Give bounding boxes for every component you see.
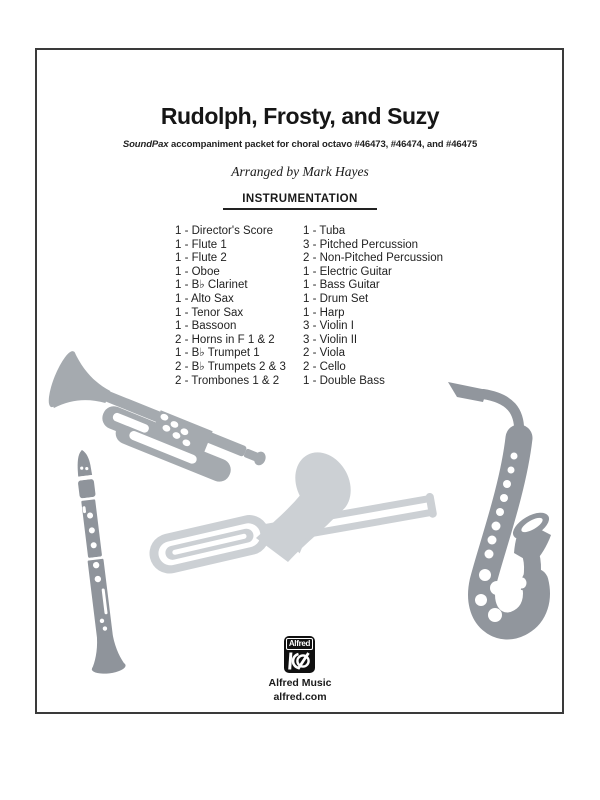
instrument-row: 1 - Bassoon <box>175 320 237 333</box>
instrument-row: 3 - Violin I <box>303 320 354 333</box>
publisher-website: alfred.com <box>273 691 327 703</box>
instrument-row: 1 - Electric Guitar <box>303 265 392 278</box>
trombone-illustration <box>140 438 450 593</box>
instrument-row: 1 - Tuba <box>303 225 346 237</box>
instrument-row: 1 - Flute 2 <box>175 252 227 265</box>
instrumentation-column-right <box>303 225 443 388</box>
instrumentation-list <box>175 225 443 388</box>
alfred-logo-wordmark: Alfred <box>286 638 313 650</box>
page-title: Rudolph, Frosty, and Suzy <box>160 103 440 129</box>
instrument-row: 1 - B♭ Trumpet 1 <box>175 347 260 360</box>
subtitle <box>0 139 600 150</box>
alfred-logo-monogram <box>287 651 312 671</box>
instrument-row: 1 - Flute 1 <box>175 238 227 251</box>
instrument-row: 1 - Drum Set <box>303 292 369 305</box>
instrument-row: 2 - Trombones 1 & 2 <box>175 374 280 387</box>
alfred-logo <box>284 636 315 673</box>
instrument-row: 2 - Cello <box>303 360 346 373</box>
publisher-name: Alfred Music <box>268 677 332 689</box>
instrument-row: 1 - B♭ Clarinet <box>175 279 248 292</box>
arranger-credit: Arranged by Mark Hayes <box>231 164 369 179</box>
instrument-row: 1 - Alto Sax <box>175 292 234 305</box>
subtitle-text: accompaniment packet for choral octavo #46473, #46474, and #46475 <box>168 139 478 150</box>
instrument-row: 3 - Violin II <box>303 333 358 346</box>
instrument-row: 1 - Bass Guitar <box>303 279 380 292</box>
soundpax-brand: SoundPax <box>122 139 169 150</box>
instrumentation-heading: INSTRUMENTATION <box>242 193 358 205</box>
instrumentation-column-left <box>175 225 303 388</box>
instrument-row: 1 - Oboe <box>175 265 220 278</box>
instrument-row: 1 - Tenor Sax <box>175 306 244 319</box>
instrument-row: 3 - Pitched Percussion <box>303 238 419 251</box>
instrument-row: 1 - Director's Score <box>175 225 274 237</box>
instrument-row: 1 - Double Bass <box>303 374 385 387</box>
instrument-row: 1 - Harp <box>303 306 345 319</box>
instrument-row: 2 - Non-Pitched Percussion <box>303 252 443 265</box>
instrument-row: 2 - Horns in F 1 & 2 <box>175 333 275 346</box>
instrument-row: 2 - Viola <box>303 347 345 360</box>
saxophone-illustration <box>415 360 570 650</box>
instrument-row: 2 - B♭ Trumpets 2 & 3 <box>175 360 286 373</box>
heading-underline <box>223 208 377 210</box>
